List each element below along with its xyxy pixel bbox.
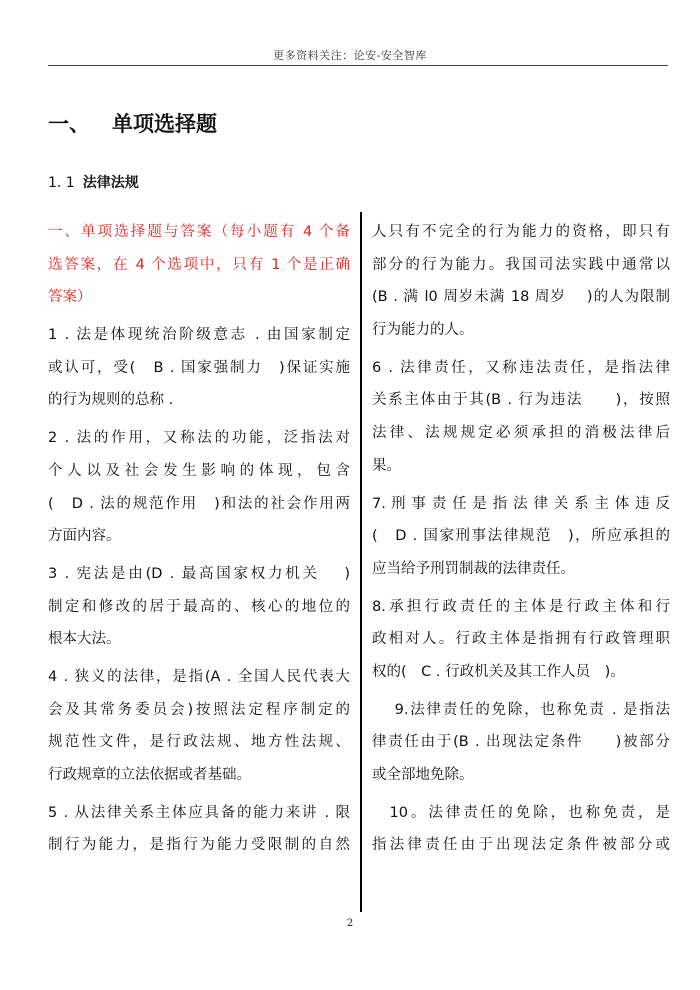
text-line: (B . 满 l0 周岁未满 18 周岁 )的人为限制: [372, 289, 670, 306]
text-line: 规范性文件，是行政法规、地方性法规、: [48, 734, 350, 751]
text-line: ( D . 国家刑事法律规范 )，所应承担的: [372, 528, 670, 545]
text-line: 9.法律责任的免除，也称免责 . 是指法: [372, 701, 670, 718]
page-number: 2: [346, 918, 354, 929]
left-column: [48, 216, 350, 862]
text-line: 个人以及社会发生影响的体现，包含: [48, 462, 350, 479]
text-line: 权的( C . 行政机关及其工作人员 )。: [372, 663, 625, 680]
text-line: 8.承担行政责任的主体是行政主体和行: [372, 598, 670, 615]
text-line: 律责任由于(B . 出现法定条件 )被部分: [372, 734, 670, 751]
header-divider: [48, 65, 668, 66]
subsection-number: 1. 1: [48, 175, 75, 191]
text-line: 方面内容。: [48, 528, 121, 545]
text-line: 制定和修改的居于最高的、核心的地位的: [48, 598, 350, 615]
text-line: 2 . 法的作用，又称法的功能，泛指法对: [48, 430, 350, 447]
text-line: 果。: [372, 457, 401, 474]
section-title: 单项选择题: [112, 112, 217, 136]
text-line: 应当给予刑罚制裁的法律责任。: [372, 560, 575, 577]
section-number: 一、: [48, 112, 90, 136]
text-line: 法律、法规规定必须承担的消极法律后: [372, 425, 670, 442]
running-header: 更多资料关注：论安-安全智库: [273, 49, 427, 62]
text-line: 5 . 从法律关系主体应具备的能力来讲 . 限: [48, 804, 350, 821]
right-column: [372, 216, 670, 862]
text-line: ( D . 法的规范作用 )和法的社会作用两: [48, 495, 350, 512]
text-line: 答案）: [48, 289, 92, 306]
text-line: 或认可，受( B . 国家强制力 )保证实施: [48, 359, 350, 376]
text-line: 行为能力的人。: [372, 322, 474, 339]
text-line: 3 . 宪法是由(D . 最高国家权力机关 ): [48, 565, 350, 582]
text-line: 10。法律责任的免除，也称免责，是: [372, 804, 670, 821]
text-line: 的行为规则的总称 .: [48, 392, 174, 409]
text-line: 行政规章的立法依据或者基础。: [48, 767, 251, 783]
text-line: 或全部地免除。: [372, 767, 474, 783]
section-heading: [48, 108, 217, 138]
text-line: 4 . 狭义的法律，是指(A . 全国人民代表大: [48, 668, 350, 685]
text-line: 7. 刑 事 责 任 是 指 法 律 关 系 主 体 违 反: [372, 495, 670, 512]
subsection-heading: [48, 172, 139, 192]
text-line: 选答案，在 4 个选项中，只有 1 个是正确: [48, 256, 350, 273]
text-line: 关系主体由于其(B . 行为违法 )，按照: [372, 392, 670, 409]
text-line: 1 . 法是体现统治阶级意志 . 由国家制定: [48, 327, 350, 344]
text-line: 6 . 法律责任，又称违法责任，是指法律: [372, 359, 670, 376]
text-line: 制行为能力，是指行为能力受限制的自然: [48, 837, 350, 854]
column-divider: [360, 212, 362, 912]
text-line: 部分的行为能力。我国司法实践中通常以: [372, 256, 670, 273]
text-line: 会及其常务委员会)按照法定程序制定的: [48, 701, 350, 718]
subsection-title: 法律法规: [82, 175, 139, 191]
text-line: 政相对人。行政主体是指拥有行政管理职: [372, 631, 670, 648]
text-line: 指法律责任由于出现法定条件被部分或: [372, 837, 670, 854]
text-line: 一、单项选择题与答案（每小题有 4 个备: [48, 224, 350, 240]
text-line: 根本大法。: [48, 631, 121, 648]
text-line: 人只有不完全的行为能力的资格，即只有: [372, 224, 670, 240]
